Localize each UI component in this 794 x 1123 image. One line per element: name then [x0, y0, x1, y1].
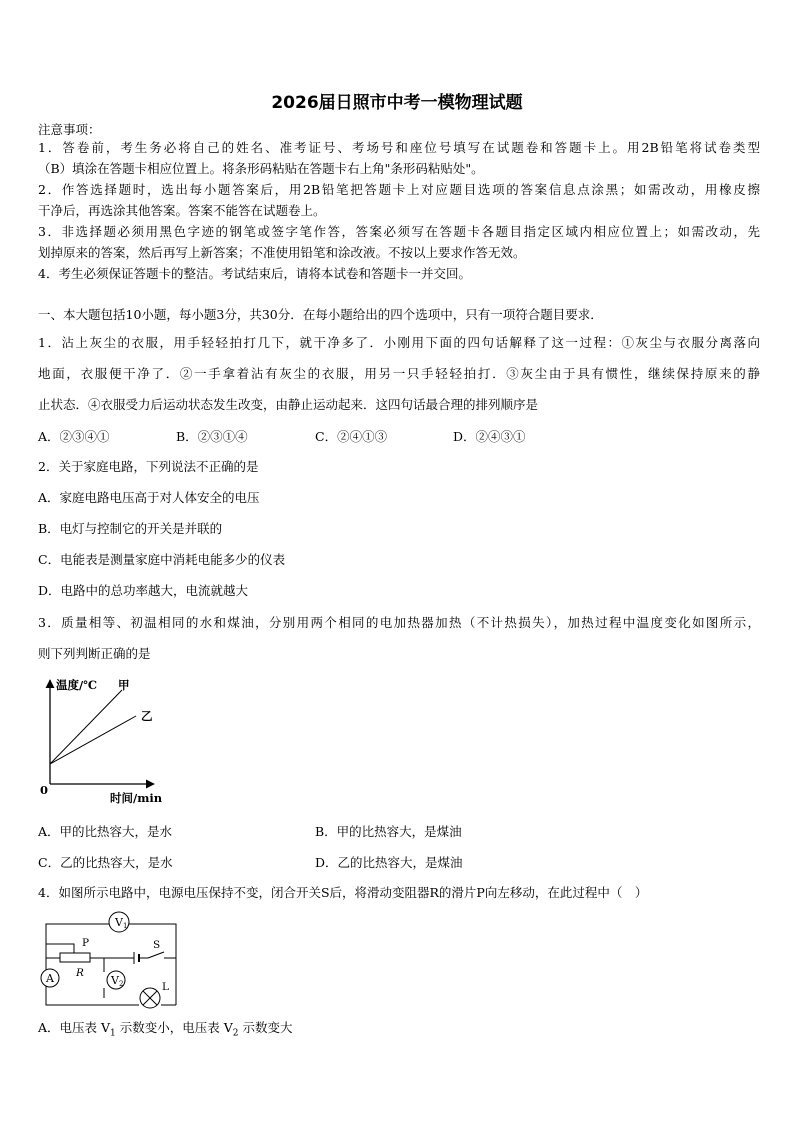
- y-axis-label: 温度/℃: [56, 678, 97, 692]
- line-jia: [50, 690, 122, 764]
- q1-option-b: B．②③①④: [176, 429, 248, 444]
- line-jia-label: 甲: [118, 678, 130, 692]
- q3-option-d: D．乙的比热容大，是煤油: [315, 855, 463, 870]
- origin-label: 0: [40, 783, 49, 797]
- circuit-diagram: [36, 910, 196, 1010]
- q1-option-d: D．②④③①: [453, 429, 526, 444]
- v2-label: V2: [111, 974, 124, 988]
- resistor-label: R: [76, 967, 84, 979]
- q2-option-b: B．电灯与控制它的开关是并联的: [38, 521, 223, 536]
- lamp-symbol: [140, 988, 160, 1008]
- q2-option-a: A．家庭电路电压高于对人体安全的电压: [38, 490, 260, 505]
- slider-label: P: [82, 937, 90, 949]
- q3-option-a: A．甲的比热容大，是水: [38, 824, 173, 839]
- notice-line: 1．答卷前，考生务必将自己的姓名、准考证号、考场号和座位号填写在试题卷和答题卡上。用2B铅笔将试卷类型: [38, 140, 760, 155]
- q4-option-a: A．电压表 $V_1$ 示数变小，电压表 $V_2$ 示数变大: [38, 1020, 293, 1039]
- q3-option-c: C．乙的比热容大，是水: [38, 855, 173, 870]
- q1-option-c: C．②④①③: [315, 429, 388, 444]
- notice-line: 2．作答选择题时，选出每小题答案后，用2B铅笔把答题卡上对应题目选项的答案信息点涂黑；如需改动，用橡皮擦: [38, 182, 760, 197]
- notice-line: （B）填涂在答题卡相应位置上。将条形码粘贴在答题卡右上角"条形码粘贴处"。: [38, 161, 484, 176]
- q1-stem-line: 1．沾上灰尘的衣服，用手轻轻拍打几下，就干净多了．小刚用下面的四句话解释了这一过程：①灰尘与衣服分离落向: [38, 335, 760, 350]
- line-yi: [50, 716, 136, 764]
- section-heading: 一、本大题包括10小题，每小题3分，共30分．在每小题给出的四个选项中，只有一项符合题目要求．: [38, 307, 603, 322]
- q2-stem: 2．关于家庭电路，下列说法不正确的是: [38, 459, 259, 474]
- notice-line: 划掉原来的答案，然后再写上新答案；不准使用铅笔和涂改液。不按以上要求作答无效。: [38, 245, 526, 260]
- page-title: 2026届日照市中考一模物理试题: [271, 93, 523, 113]
- q3-stem-line: 3．质量相等、初温相同的水和煤油，分别用两个相同的电加热器加热（不计热损失），加热过程中温度变化如图所示，: [38, 615, 760, 630]
- q3-stem-line: 则下列判断正确的是: [38, 646, 151, 661]
- q1-stem-line: 地面，衣服便干净了．②一手拿着沾有灰尘的衣服，用另一只手轻轻拍打．③灰尘由于具有惯性，继续保持原来的静: [38, 366, 760, 381]
- q3-option-b: B．甲的比热容大，是煤油: [315, 824, 462, 839]
- line-yi-label: 乙: [141, 709, 153, 723]
- lamp-label: L: [162, 981, 169, 993]
- switch-label: S: [153, 939, 161, 951]
- q4-stem: 4．如图所示电路中，电源电压保持不变，闭合开关S后，将滑动变阻器R的滑片P向左移动，在此过程中（ ）: [38, 885, 648, 900]
- q1-stem-line: 止状态．④衣服受力后运动状态发生改变，由静止运动起来．这四句话最合理的排列顺序是: [38, 397, 539, 412]
- temperature-time-graph: [36, 674, 206, 808]
- q1-option-a: A．②③④①: [38, 429, 110, 444]
- v1-label: V1: [115, 916, 128, 930]
- ammeter-label: A: [46, 972, 54, 985]
- notice-line: 3．非选择题必须用黑色字迹的钢笔或签字笔作答，答案必须写在答题卡各题目指定区域内相应位置上；如需改动，先: [38, 224, 760, 239]
- notice-line: 干净后，再选涂其他答案。答案不能答在试题卷上。: [38, 203, 326, 218]
- notice-line: 4．考生必须保证答题卡的整洁。考试结束后，请将本试卷和答题卡一并交回。: [38, 266, 471, 281]
- q2-option-c: C．电能表是测量家庭中消耗电能多少的仪表: [38, 552, 286, 567]
- notice-heading: 注意事项：: [38, 122, 101, 137]
- x-axis-label: 时间/min: [110, 791, 163, 805]
- q2-option-d: D．电路中的总功率越大，电流就越大: [38, 583, 249, 598]
